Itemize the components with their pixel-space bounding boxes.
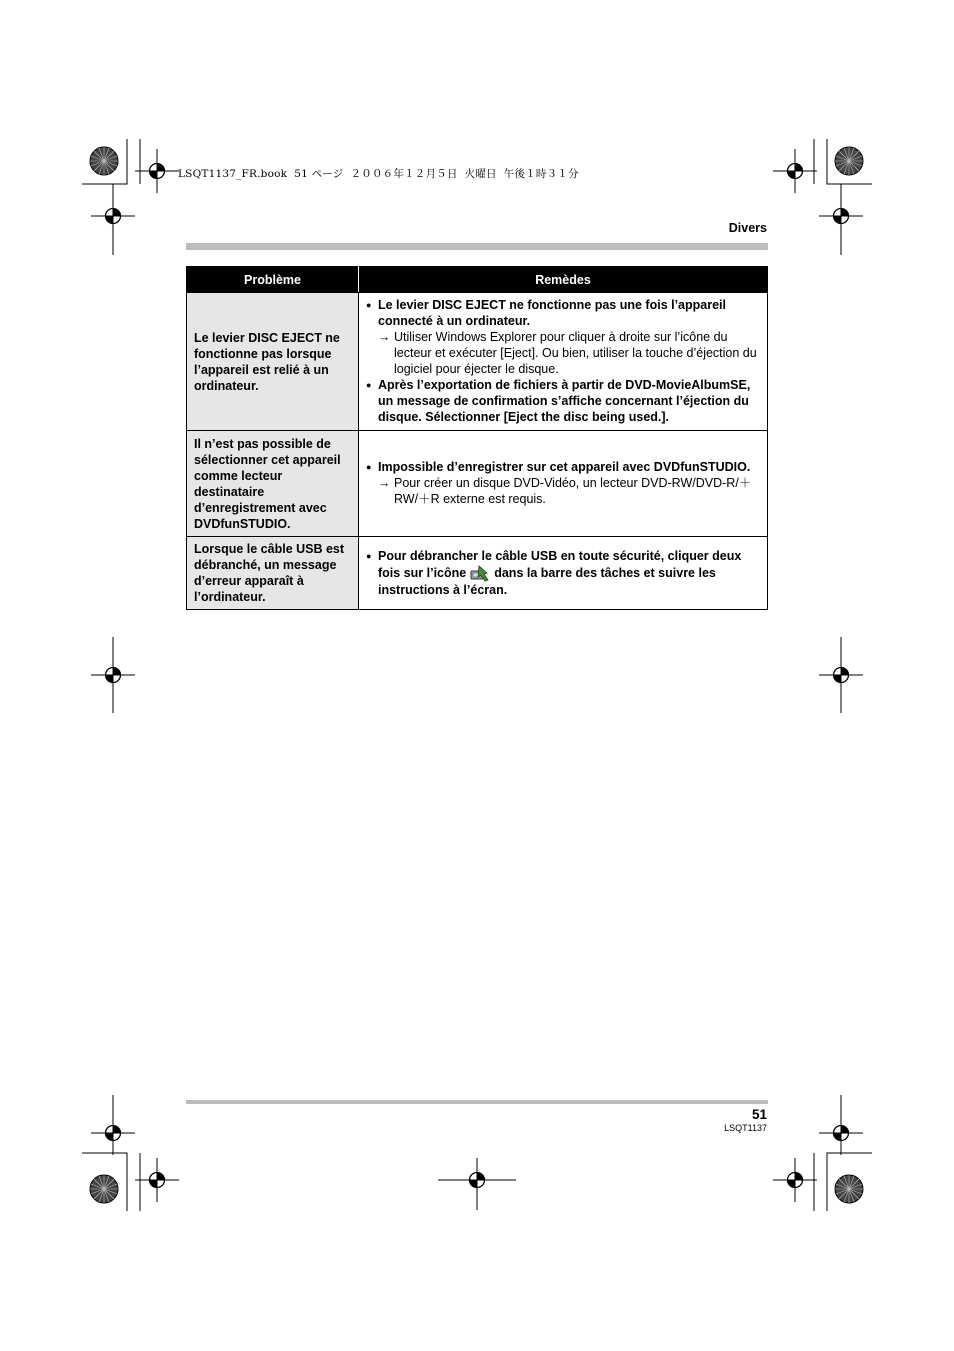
color-bar-starburst-icon — [90, 147, 118, 175]
print-slug: LSQT1137_FR.book 51 ページ ２００６年１２月５日 火曜日 午後１時３１分 — [178, 168, 579, 180]
registration-mark-icon — [135, 149, 179, 193]
crop-marks — [82, 139, 872, 1211]
remedy-bullet: ● Après l’exportation de fichiers à partir de DVD-MovieAlbumSE, un message de confirmation s’affiche concernant l’éjection du disque. Sélectionner [Eject the disc being used.]. — [366, 377, 761, 425]
model-code: LSQT1137 — [724, 1123, 767, 1133]
arrow-icon: → — [378, 476, 391, 490]
color-bar-starburst-icon — [90, 1175, 118, 1203]
arrow-icon: → — [378, 330, 391, 344]
problem-cell: Le levier DISC EJECT ne fonctionne pas lorsque l’appareil est relié à un ordinateur. — [187, 293, 359, 431]
remedy-text: Utiliser Windows Explorer pour cliquer à droite sur l’icône du lecteur et exécuter [Eject]. Ou bien, utiliser la touche d’éjection du logiciel pour éjecter le disque. — [394, 330, 757, 376]
section-title: Divers — [728, 221, 767, 235]
page-number: 51 — [751, 1107, 767, 1122]
remedy-text-before-icon: Pour débrancher le câble USB en toute sécurité, cliquer deux fois sur l’icône — [378, 548, 742, 580]
color-bar-starburst-icon — [835, 147, 863, 175]
column-header-problem: Problème — [187, 267, 359, 293]
color-bar-starburst-icon — [835, 1175, 863, 1203]
registration-mark-icon — [135, 1158, 179, 1202]
remedy-bullet: ● Le levier DISC EJECT ne fonctionne pas une fois l’appareil connecté à un ordinateur. — [366, 297, 761, 329]
registration-mark-icon — [773, 1158, 817, 1202]
registration-mark-icon — [773, 149, 817, 193]
remedy-bullet: ● Impossible d’enregistrer sur cet appareil avec DVDfunSTUDIO. — [366, 459, 761, 475]
remedy-text-after-icon: dans la barre des tâches et suivre les instructions à l’écran. — [378, 565, 716, 597]
problem-cell: Il n’est pas possible de sélectionner cet appareil comme lecteur destinataire d’enregistrement avec DVDfunSTUDIO. — [187, 431, 359, 537]
remedy-text: Pour créer un disque DVD-Vidéo, un lecteur DVD-RW/DVD-R/＋RW/＋R externe est requis. — [394, 476, 752, 506]
column-header-remedies: Remèdes — [359, 267, 768, 293]
problem-cell: Lorsque le câble USB est débranché, un message d’erreur apparaît à l’ordinateur. — [187, 537, 359, 610]
